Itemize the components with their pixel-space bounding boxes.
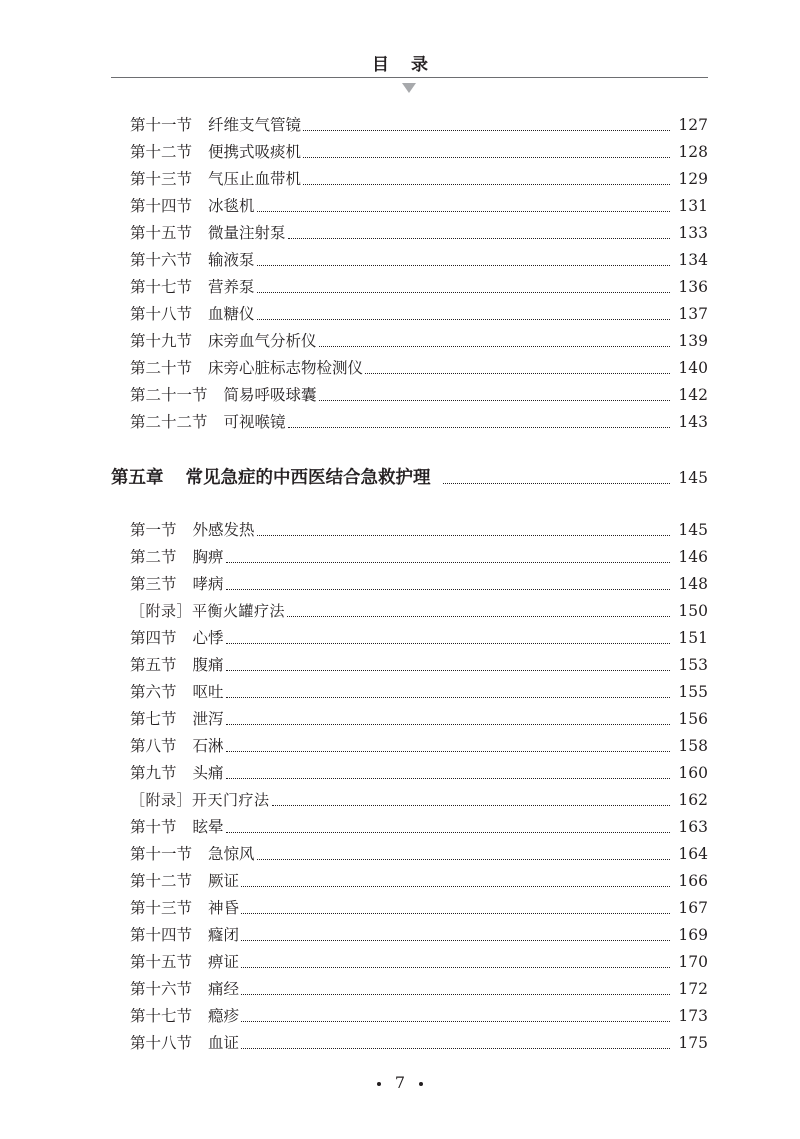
dot-leader: [319, 346, 671, 347]
toc-entry-page: 137: [678, 305, 708, 323]
dot-leader: [288, 427, 671, 428]
toc-entry-title: 血证: [208, 1034, 240, 1052]
dot-leader: [272, 805, 671, 806]
toc-entry-page: 153: [678, 656, 708, 674]
toc-entry[interactable]: [130, 275, 708, 299]
toc-entry-number: 第十一节: [130, 116, 193, 134]
toc-entry-number: 第十五节: [130, 953, 193, 971]
toc-entry-page: 162: [678, 791, 708, 809]
dot-leader: [287, 616, 670, 617]
toc-entry-title: 营养泵: [208, 278, 255, 296]
toc-entry[interactable]: [130, 977, 708, 1001]
dot-leader: [226, 697, 671, 698]
toc-entry-number: 第二十节: [130, 359, 193, 377]
toc-entry-number: 第十六节: [130, 251, 193, 269]
toc-entry-title: 痛经: [208, 980, 240, 998]
toc-entry-page: 127: [678, 116, 708, 134]
dot-leader: [226, 562, 671, 563]
dot-leader: [226, 589, 671, 590]
toc-entry-title: 石淋: [192, 737, 224, 755]
toc-entry[interactable]: [130, 545, 708, 569]
toc-entry-number: 第十八节: [130, 1034, 193, 1052]
toc-entry-page: 146: [678, 548, 708, 566]
toc-entry-number: 第十节: [130, 818, 177, 836]
toc-entry-number: 第十四节: [130, 197, 193, 215]
toc-entry-number: 第十七节: [130, 278, 193, 296]
toc-entry-number: 第二十一节: [130, 386, 208, 404]
toc-entry[interactable]: [130, 896, 708, 920]
toc-entry[interactable]: [130, 653, 708, 677]
toc-entry-number: 第十三节: [130, 899, 193, 917]
toc-entry-page: 155: [678, 683, 708, 701]
toc-entry-number: 第十九节: [130, 332, 193, 350]
toc-entry-title: 呕吐: [192, 683, 224, 701]
toc-entry-page: 172: [678, 980, 708, 998]
toc-entry[interactable]: [130, 356, 708, 380]
toc-entry[interactable]: [130, 113, 708, 137]
toc-entry[interactable]: [130, 140, 708, 164]
toc-entry-page: 134: [678, 251, 708, 269]
dot-leader: [241, 967, 670, 968]
toc-entry-page: 128: [678, 143, 708, 161]
toc-entry-title: 便携式吸痰机: [208, 143, 302, 161]
toc-entry-title: 瘾疹: [208, 1007, 240, 1025]
toc-entry-page: 145: [678, 521, 708, 539]
dot-leader: [226, 832, 671, 833]
toc-entry-number: 第三节: [130, 575, 177, 593]
toc-entry-page: 158: [678, 737, 708, 755]
dot-leader: [257, 265, 671, 266]
toc-entry[interactable]: [130, 302, 708, 326]
toc-chapter-entry[interactable]: [111, 466, 708, 490]
dot-leader: [241, 940, 670, 941]
toc-entry-number: 第十二节: [130, 143, 193, 161]
toc-entry-title: 泄泻: [192, 710, 224, 728]
toc-entry-page: 139: [678, 332, 708, 350]
dot-leader: [226, 724, 671, 725]
toc-entry-title: 哮病: [192, 575, 224, 593]
dot-leader: [257, 859, 671, 860]
dot-leader: [257, 319, 671, 320]
toc-entry-title: 外感发热: [192, 521, 255, 539]
toc-entry-page: 133: [678, 224, 708, 242]
toc-entry[interactable]: [130, 626, 708, 650]
toc-entry[interactable]: [130, 167, 708, 191]
toc-entry-page: 156: [678, 710, 708, 728]
dot-leader: [241, 1021, 670, 1022]
toc-entry-title: 痹证: [208, 953, 240, 971]
toc-entry-page: 129: [678, 170, 708, 188]
toc-entry-title: 癃闭: [208, 926, 240, 944]
toc-entry[interactable]: [130, 707, 708, 731]
toc-entry[interactable]: [130, 734, 708, 758]
dot-leader: [319, 400, 671, 401]
toc-entry-page: 170: [678, 953, 708, 971]
toc-entry[interactable]: [130, 194, 708, 218]
toc-entry-page: 142: [678, 386, 708, 404]
dot-leader: [226, 778, 671, 779]
toc-entry[interactable]: [130, 923, 708, 947]
dot-leader: [241, 886, 670, 887]
toc-entry[interactable]: [130, 518, 708, 542]
toc-entry-number: 第一节: [130, 521, 177, 539]
toc-entry-number: 第十二节: [130, 872, 193, 890]
toc-entry-title: 床旁血气分析仪: [208, 332, 317, 350]
toc-entry-title: 胸痹: [192, 548, 224, 566]
dot-leader: [241, 913, 670, 914]
toc-entry-page: 164: [678, 845, 708, 863]
toc-entry[interactable]: [130, 221, 708, 245]
toc-entry-number: 第十四节: [130, 926, 193, 944]
dot-leader: [226, 670, 671, 671]
toc-entry[interactable]: [130, 1004, 708, 1028]
toc-entry-number: 第七节: [130, 710, 177, 728]
toc-appendix-entry[interactable]: [130, 788, 708, 812]
header-title: 目录: [372, 55, 450, 75]
toc-entry-number: 第二节: [130, 548, 177, 566]
toc-entry-number: 第十六节: [130, 980, 193, 998]
toc-entry-title: 头痛: [192, 764, 224, 782]
toc-entry-page: 173: [678, 1007, 708, 1025]
page-number: 7: [394, 1073, 406, 1092]
dot-leader: [241, 994, 670, 995]
dot-leader: [257, 535, 671, 536]
toc-entry-number: 第六节: [130, 683, 177, 701]
toc-entry-title: 气压止血带机: [208, 170, 302, 188]
toc-entry-number: 第五节: [130, 656, 177, 674]
dot-leader: [365, 373, 670, 374]
toc-entry-number: 第十五节: [130, 224, 193, 242]
toc-entry-title: 神昏: [208, 899, 240, 917]
toc-entry-title: ［附录］平衡火罐疗法: [130, 602, 286, 620]
toc-entry-number: 第十七节: [130, 1007, 193, 1025]
toc-entry[interactable]: [130, 761, 708, 785]
dot-leader: [226, 751, 671, 752]
toc-entry[interactable]: [130, 329, 708, 353]
toc-entry[interactable]: [130, 680, 708, 704]
toc-entry-page: 151: [678, 629, 708, 647]
toc-entry-number: 第十八节: [130, 305, 193, 323]
toc-entry-title: ［附录］开天门疗法: [130, 791, 270, 809]
toc-entry-title: 床旁心脏标志物检测仪: [208, 359, 364, 377]
toc-entry[interactable]: [130, 248, 708, 272]
toc-entry[interactable]: [130, 1031, 708, 1055]
toc-entry-number: 第八节: [130, 737, 177, 755]
dot-leader: [226, 643, 671, 644]
dot-leader: [241, 1048, 670, 1049]
toc-entry[interactable]: [130, 410, 708, 434]
toc-entry-page: 143: [678, 413, 708, 431]
toc-entry[interactable]: [130, 842, 708, 866]
toc-entry-title: 血糖仪: [208, 305, 255, 323]
toc-entry-title: 心悸: [192, 629, 224, 647]
toc-entry-page: 148: [678, 575, 708, 593]
toc-entry-title: 急惊风: [208, 845, 255, 863]
toc-entry-page: 166: [678, 872, 708, 890]
toc-entry-number: 第二十二节: [130, 413, 208, 431]
dot-leader: [303, 157, 670, 158]
page-footer: [0, 1073, 800, 1092]
toc-entry-title: 眩晕: [192, 818, 224, 836]
toc-entry-title: 微量注射泵: [208, 224, 286, 242]
toc-appendix-entry[interactable]: [130, 599, 708, 623]
toc-entry-page: 163: [678, 818, 708, 836]
toc-entry-number: 第五章: [111, 468, 164, 488]
toc-entry[interactable]: [130, 815, 708, 839]
toc-entry[interactable]: [130, 572, 708, 596]
toc-entry-number: 第十三节: [130, 170, 193, 188]
toc-entry-title: 输液泵: [208, 251, 255, 269]
toc-entry-page: 140: [678, 359, 708, 377]
toc-entry-page: 131: [678, 197, 708, 215]
dot-leader: [443, 483, 671, 484]
dot-leader: [257, 211, 671, 212]
bullet-icon: [377, 1082, 381, 1086]
toc-entry-title: 可视喉镜: [223, 413, 286, 431]
toc-entry-title: 腹痛: [192, 656, 224, 674]
toc-entry-page: 175: [678, 1034, 708, 1052]
toc-entry-title: 纤维支气管镜: [208, 116, 302, 134]
toc-entry-page: 167: [678, 899, 708, 917]
dot-leader: [288, 238, 671, 239]
toc-entry-title: 常见急症的中西医结合急救护理: [185, 468, 431, 488]
toc-entry-title: 简易呼吸球囊: [223, 386, 317, 404]
toc-entry[interactable]: [130, 383, 708, 407]
toc-entry-number: 第九节: [130, 764, 177, 782]
toc-entry-page: 160: [678, 764, 708, 782]
toc-entry-number: 第四节: [130, 629, 177, 647]
toc-entry-page: 150: [678, 602, 708, 620]
toc-entry-number: 第十一节: [130, 845, 193, 863]
dot-leader: [303, 184, 670, 185]
toc-entry-page: 145: [678, 469, 708, 487]
toc-entry-page: 136: [678, 278, 708, 296]
toc-entry-page: 169: [678, 926, 708, 944]
bullet-icon: [419, 1082, 423, 1086]
toc-entry[interactable]: [130, 950, 708, 974]
toc-entry-title: 厥证: [208, 872, 240, 890]
toc-entry[interactable]: [130, 869, 708, 893]
dot-leader: [257, 292, 671, 293]
toc-entry-title: 冰毯机: [208, 197, 255, 215]
dot-leader: [303, 130, 670, 131]
